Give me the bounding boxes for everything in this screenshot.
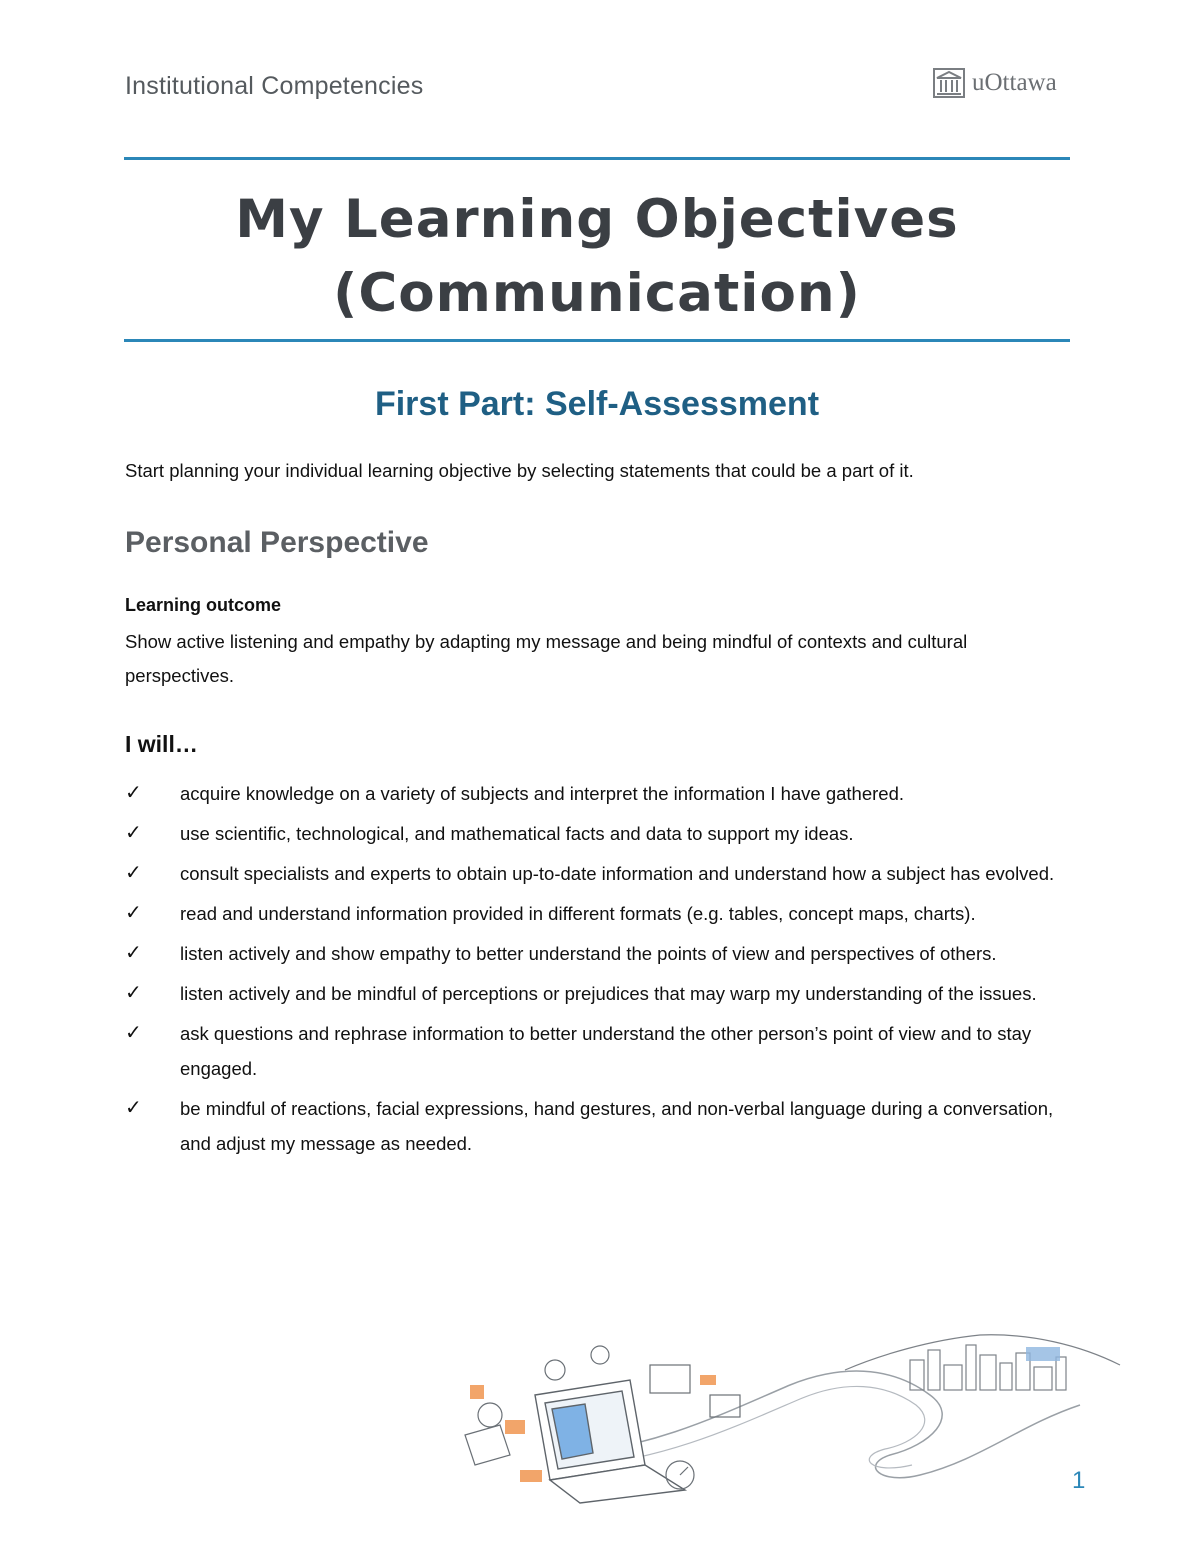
statement-item — [125, 1016, 1070, 1086]
page-title-line-1: My Learning Objectives — [235, 189, 959, 250]
statement-item — [125, 936, 1070, 971]
university-building-icon — [932, 66, 966, 100]
statement-list — [125, 776, 1070, 1166]
learning-outcome-text: Show active listening and empathy by adapting my message and being mindful of contexts and cultural perspectives. — [125, 631, 968, 686]
page-title-line-2: (Communication) — [333, 263, 861, 324]
bottom-divider — [124, 339, 1070, 342]
statement-item — [125, 976, 1070, 1011]
statement-text: use scientific, technological, and mathematical facts and data to support my ideas. — [180, 823, 854, 844]
statement-text: be mindful of reactions, facial expressions, hand gestures, and non-verbal language during a conversation, and adjust my message as needed. — [180, 1098, 1054, 1154]
uottawa-logo — [932, 66, 1057, 100]
page-number: 1 — [1072, 1467, 1086, 1494]
checkmark-icon: ✓ — [125, 862, 142, 884]
statement-text: listen actively and show empathy to better understand the points of view and perspectives of others. — [180, 943, 997, 964]
checkmark-icon: ✓ — [125, 822, 142, 844]
statement-text: listen actively and be mindful of perceptions or prejudices that may warp my understanding of the issues. — [180, 983, 1037, 1004]
top-divider — [124, 157, 1070, 160]
checkmark-icon: ✓ — [125, 942, 142, 964]
subsection-title: Personal Perspective — [125, 526, 429, 559]
checkmark-icon: ✓ — [125, 1097, 142, 1119]
checkmark-icon: ✓ — [125, 782, 142, 804]
intro-text: Start planning your individual learning objective by selecting statements that could be a part of it. — [125, 460, 914, 481]
checkmark-icon: ✓ — [125, 1022, 142, 1044]
header-title: Institutional Competencies — [125, 72, 424, 100]
page-title — [124, 183, 1070, 331]
statement-text: acquire knowledge on a variety of subjects and interpret the information I have gathered. — [180, 783, 904, 804]
statement-item — [125, 776, 1070, 811]
statement-text: ask questions and rephrase information to better understand the other person’s point of view and to stay engaged. — [180, 1023, 1032, 1079]
logo-text: uOttawa — [972, 69, 1057, 96]
checkmark-icon: ✓ — [125, 982, 142, 1004]
statement-text: consult specialists and experts to obtain up-to-date information and understand how a subject has evolved. — [180, 863, 1055, 884]
learning-outcome-label: Learning outcome — [125, 595, 282, 615]
statement-text: read and understand information provided in different formats (e.g. tables, concept maps, charts). — [180, 903, 976, 924]
statement-item — [125, 1091, 1070, 1161]
statement-item — [125, 816, 1070, 851]
city-laptop-illustration — [460, 1325, 1125, 1505]
statement-item — [125, 896, 1070, 931]
checkmark-icon: ✓ — [125, 902, 142, 924]
section-title: First Part: Self-Assessment — [374, 385, 820, 423]
statement-item — [125, 856, 1070, 891]
i-will-heading: I will… — [125, 731, 198, 757]
